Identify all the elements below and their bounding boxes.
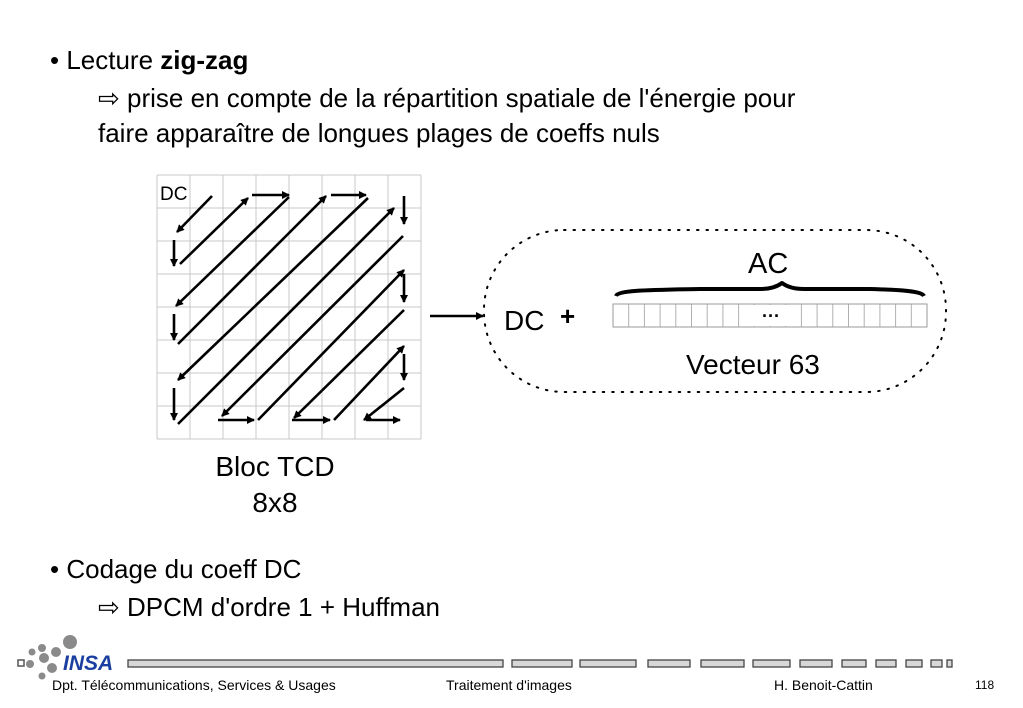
footer-bar-segment	[800, 660, 832, 667]
footer-department: Dpt. Télécommunications, Services & Usages	[52, 677, 336, 693]
vector-label: Vecteur 63	[686, 349, 820, 380]
ac-label: AC	[748, 248, 789, 280]
footer-bar-segment	[701, 660, 744, 667]
zigzag-arrow	[364, 388, 404, 420]
footer-bar-segment	[128, 660, 503, 667]
plus-sign: +	[560, 301, 576, 331]
zigzag-arrow	[334, 346, 404, 420]
insa-logo-text: INSA	[63, 652, 114, 675]
footer-page-number: 118	[975, 678, 995, 692]
block-caption-line2: 8x8	[252, 487, 298, 518]
footer-bar-segment	[876, 660, 896, 667]
footer-bar-segment	[648, 660, 690, 667]
footer-bar-segment	[947, 660, 952, 667]
zigzag-arrow	[178, 196, 326, 344]
result-dc-label: DC	[504, 305, 545, 336]
vector-ellipsis: ···	[762, 306, 780, 326]
bullet-zigzag-subline-2: faire apparaître de longues plages de coeffs nuls	[98, 118, 660, 148]
bullet-dc-coding-subline: ⇨ DPCM d'ordre 1 + Huffman	[98, 592, 441, 622]
footer-bar-segment	[512, 660, 572, 667]
zigzag-arrow	[258, 270, 404, 420]
zigzag-arrow	[222, 236, 403, 416]
bullet-zigzag-subline-1: ⇨ prise en compte de la répartition spatiale de l'énergie pour	[98, 83, 796, 113]
bullet-zigzag-prefix: • Lecture	[50, 45, 161, 75]
footer-bar-segment	[753, 660, 790, 667]
ac-brace	[616, 283, 924, 296]
grid-dc-label: DC	[160, 184, 188, 205]
dct-block-grid	[157, 175, 421, 439]
footer-bar-segment	[931, 660, 942, 667]
footer-bar	[128, 660, 952, 667]
footer-bar-segment	[842, 660, 866, 667]
insa-logo	[18, 635, 113, 680]
footer-bar-segment	[906, 660, 922, 667]
block-caption-line1: Bloc TCD	[215, 451, 335, 482]
footer-author: H. Benoit-Cattin	[774, 677, 873, 693]
zigzag-arrow	[178, 198, 368, 380]
bullet-zigzag-bold: zig-zag	[160, 45, 249, 75]
footer-course: Traitement d'images	[446, 677, 572, 693]
footer-bar-segment	[580, 660, 636, 667]
bullet-dc-coding: • Codage du coeff DC	[50, 554, 302, 584]
